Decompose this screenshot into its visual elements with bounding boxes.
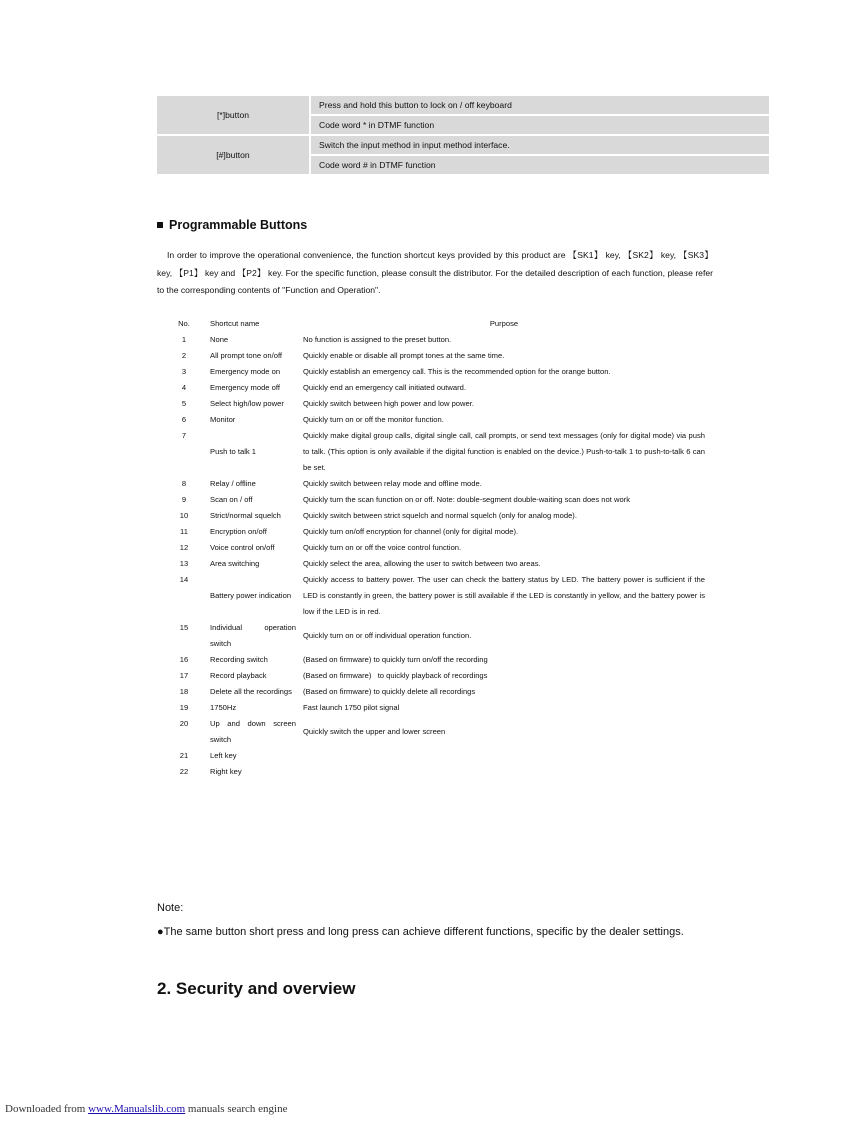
shortcut-purpose: (Based on firmware) to quickly turn on/off the recording xyxy=(303,655,488,664)
row-number: 18 xyxy=(179,687,189,696)
table-row xyxy=(165,572,705,620)
table-row xyxy=(165,764,705,780)
key-name-cell: [*]button xyxy=(157,96,309,136)
shortcut-purpose: Quickly switch the upper and lower screen xyxy=(303,727,446,736)
shortcut-name: Relay / offline xyxy=(210,479,256,488)
square-bullet-icon xyxy=(157,222,163,228)
table-row xyxy=(165,684,705,700)
shortcut-purpose: (Based on firmware) to quickly playback of recordings xyxy=(303,671,488,680)
shortcut-name: 1750Hz xyxy=(210,703,237,712)
shortcut-name: Individual operation switch xyxy=(210,623,296,648)
table-row xyxy=(165,620,705,652)
key-function-cell: Switch the input method in input method interface. xyxy=(309,136,769,156)
row-number: 2 xyxy=(181,351,187,360)
section-heading: 2. Security and overview xyxy=(157,979,356,998)
shortcut-name: Recording switch xyxy=(210,655,268,664)
shortcut-name: Battery power indication xyxy=(210,591,292,600)
shortcut-purpose: Quickly turn on/off encryption for channel (only for digital mode). xyxy=(303,527,519,536)
table-row xyxy=(165,556,705,572)
shortcut-purpose: (Based on firmware) to quickly delete all recordings xyxy=(303,687,476,696)
shortcut-name: All prompt tone on/off xyxy=(210,351,283,360)
intro-paragraph: In order to improve the operational convenience, the function shortcut keys provided by this product are 【SK1】 key, 【SK2】 key, 【SK3】 key, 【P1】 key and 【P2】 key. For the specific function, please consult the distributor. For the detailed description of each function, please refer to the corresponding contents of "Function and Operation". xyxy=(157,250,713,295)
key-function-cell: Press and hold this button to lock on / off keyboard xyxy=(309,96,769,116)
shortcut-name: Up and down screen switch xyxy=(210,719,296,744)
footer-prefix: Downloaded from xyxy=(5,1103,89,1115)
shortcut-purpose: Quickly turn on or off individual operation function. xyxy=(303,631,472,640)
shortcut-purpose xyxy=(296,764,705,780)
shortcut-name: Record playback xyxy=(210,671,267,680)
table-row xyxy=(165,476,705,492)
shortcut-purpose: Quickly switch between relay mode and offline mode. xyxy=(303,479,482,488)
row-number: 19 xyxy=(179,703,189,712)
shortcut-name: Encryption on/off xyxy=(210,527,267,536)
row-number: 4 xyxy=(181,383,187,392)
shortcut-table xyxy=(165,316,705,780)
table-row xyxy=(165,428,705,476)
shortcut-name: None xyxy=(210,335,229,344)
row-number: 11 xyxy=(180,527,188,536)
row-number: 6 xyxy=(181,415,187,424)
row-number: 3 xyxy=(181,367,187,376)
table-row xyxy=(165,412,705,428)
row-number: 10 xyxy=(179,511,189,520)
shortcut-name: Right key xyxy=(210,767,242,776)
table-row xyxy=(165,748,705,764)
shortcut-name: Voice control on/off xyxy=(210,543,275,552)
manualslib-link[interactable]: www.Manualslib.com xyxy=(88,1103,186,1115)
shortcut-name: Monitor xyxy=(210,415,236,424)
row-number: 22 xyxy=(179,767,189,776)
shortcut-purpose: Quickly access to battery power. The user can check the battery status by LED. The battery power is sufficient if the LED is constantly in green, the battery power is still available if the LED is constantly in yellow, and the battery power is low if the LED is in red. xyxy=(303,575,705,616)
table-row xyxy=(165,380,705,396)
key-name-cell: [#]button xyxy=(157,136,309,176)
shortcut-purpose: Quickly make digital group calls, digital single call, call prompts, or send text messages (only for digital mode) via push to talk. (This option is only available if the digital function is enabled on the device.) Push-to-talk 1 to push-to-talk 6 can be set. xyxy=(303,431,705,472)
shortcut-purpose: Fast launch 1750 pilot signal xyxy=(303,703,400,712)
shortcut-name: Push to talk 1 xyxy=(210,447,257,456)
header-shortcut-name: Shortcut name xyxy=(210,319,260,328)
row-number: 7 xyxy=(181,431,187,440)
row-number: 17 xyxy=(179,671,189,680)
shortcut-name: Scan on / off xyxy=(210,495,253,504)
row-number: 14 xyxy=(179,575,189,584)
shortcut-purpose: Quickly enable or disable all prompt tones at the same time. xyxy=(303,351,505,360)
row-number: 12 xyxy=(179,543,189,552)
key-function-cell: Code word # in DTMF function xyxy=(309,156,769,176)
row-number: 9 xyxy=(181,495,187,504)
table-row xyxy=(165,508,705,524)
shortcut-name: Left key xyxy=(210,751,237,760)
shortcut-name: Emergency mode off xyxy=(210,383,280,392)
shortcut-name: Select high/low power xyxy=(210,399,284,408)
row-number: 8 xyxy=(181,479,187,488)
table-row xyxy=(165,700,705,716)
shortcut-purpose: Quickly turn on or off the voice control function. xyxy=(303,543,462,552)
shortcut-purpose: Quickly select the area, allowing the user to switch between two areas. xyxy=(303,559,541,568)
row-number: 16 xyxy=(179,655,189,664)
table-row xyxy=(165,652,705,668)
table-row xyxy=(157,96,769,116)
header-purpose: Purpose xyxy=(489,319,519,328)
shortcut-purpose: Quickly end an emergency call initiated outward. xyxy=(303,383,466,392)
table-row xyxy=(165,668,705,684)
shortcut-purpose xyxy=(296,748,705,764)
table-row xyxy=(165,492,705,508)
table-header-row xyxy=(165,316,705,332)
shortcut-purpose: Quickly turn on or off the monitor function. xyxy=(303,415,444,424)
row-number: 21 xyxy=(179,751,189,760)
header-no: No. xyxy=(178,319,190,328)
shortcut-name: Area switching xyxy=(210,559,260,568)
key-function-table xyxy=(157,96,769,176)
row-number: 13 xyxy=(179,559,189,568)
table-row xyxy=(165,524,705,540)
table-row xyxy=(165,364,705,380)
row-number: 5 xyxy=(181,399,187,408)
download-footer xyxy=(5,1103,287,1115)
table-row xyxy=(165,332,705,348)
key-function-cell: Code word * in DTMF function xyxy=(309,116,769,136)
row-number: 15 xyxy=(179,623,189,632)
section-title: Programmable Buttons xyxy=(157,218,307,232)
note-text: ●The same button short press and long press can achieve different functions, specific by the dealer settings. xyxy=(157,926,684,938)
row-number: 20 xyxy=(179,719,189,728)
shortcut-purpose: Quickly switch between high power and low power. xyxy=(303,399,474,408)
table-row xyxy=(165,396,705,412)
shortcut-name: Strict/normal squelch xyxy=(210,511,281,520)
shortcut-purpose: Quickly switch between strict squelch and normal squelch (only for analog mode). xyxy=(303,511,577,520)
footer-suffix: manuals search engine xyxy=(185,1103,288,1115)
table-row xyxy=(165,716,705,748)
table-row xyxy=(165,348,705,364)
shortcut-purpose: Quickly establish an emergency call. This is the recommended option for the orange button. xyxy=(303,367,611,376)
table-row xyxy=(157,136,769,156)
shortcut-purpose: No function is assigned to the preset button. xyxy=(303,335,452,344)
note-title: Note: xyxy=(157,902,184,914)
shortcut-name: Emergency mode on xyxy=(210,367,281,376)
shortcut-purpose: Quickly turn the scan function on or off. Note: double-segment double-waiting scan does not work xyxy=(303,495,630,504)
table-row xyxy=(165,540,705,556)
row-number: 1 xyxy=(181,335,187,344)
shortcut-name: Delete all the recordings xyxy=(210,687,292,696)
